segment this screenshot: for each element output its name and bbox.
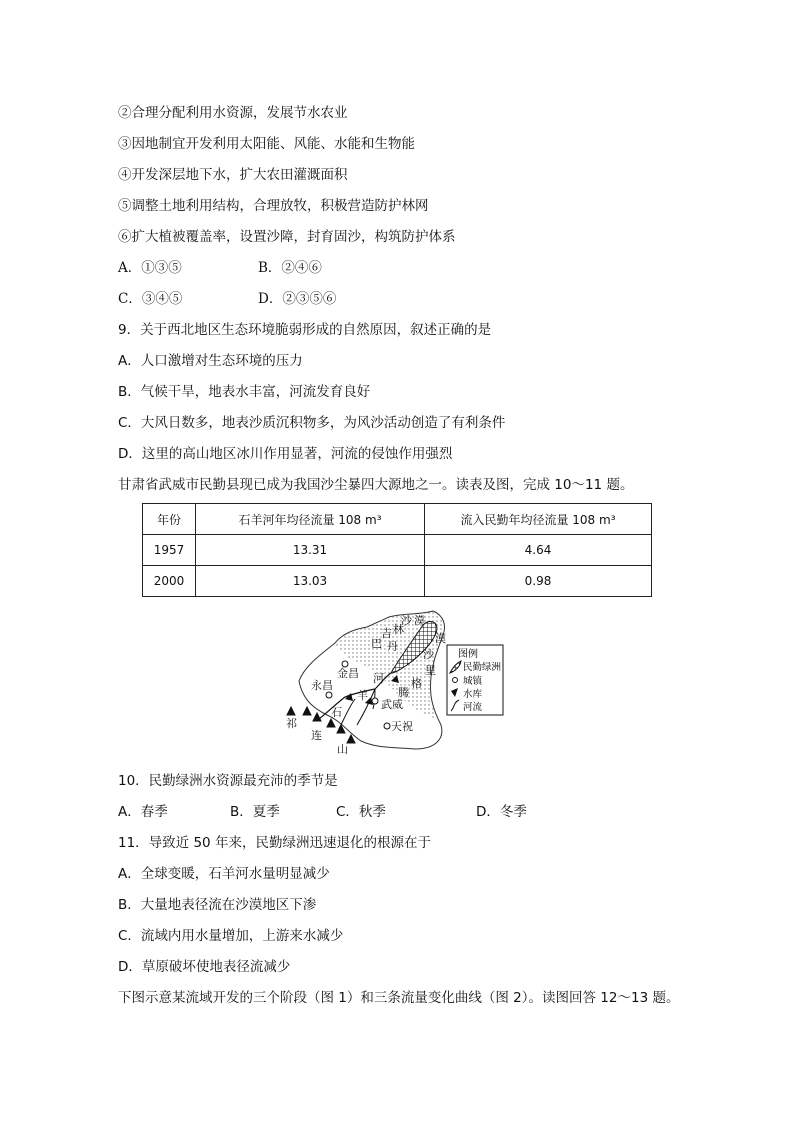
town-icon [372, 698, 378, 704]
label-mo-2: 漠 [435, 632, 446, 645]
label-qi: 祁 [286, 717, 297, 730]
measure-4: ④开发深层地下水，扩大农田灌溉面积 [118, 167, 348, 183]
q9-option-d: D．这里的高山地区冰川作用显著，河流的侵蚀作用强烈 [118, 446, 453, 462]
measure-5: ⑤调整土地利用结构，合理放牧，积极营造防护林网 [118, 198, 429, 214]
q10-option-a: A．春季 [118, 804, 168, 820]
label-sha: 沙 [401, 614, 412, 627]
legend-town: 城镇 [463, 676, 483, 687]
label-yongchang: 永昌 [311, 679, 333, 692]
q8-option-c: C．③④⑤ [118, 291, 183, 307]
intro-12-13: 下图示意某流域开发的三个阶段（图 1）和三条流量变化曲线（图 2）。读图回答 12～13 题。 [118, 990, 680, 1006]
label-wuwei: 武威 [381, 698, 403, 711]
label-badan-lin: 林 [393, 623, 404, 636]
town-legend-icon [453, 678, 458, 683]
label-tengger-li: 里 [425, 664, 436, 677]
label-badan-ji: 吉 [381, 627, 392, 640]
q11-option-a: A．全球变暖，石羊河水量明显减少 [118, 866, 330, 882]
q8-option-b: B．②④⑥ [258, 260, 322, 276]
town-icon [384, 723, 390, 729]
label-shi: 石 [331, 706, 342, 719]
runoff-table [142, 503, 652, 597]
q10-option-d: D．冬季 [476, 804, 527, 820]
measure-3: ③因地制宜开发利用太阳能、风能、水能和生物能 [118, 136, 415, 152]
label-tengger-teng: 腾 [398, 686, 409, 699]
label-sha-2: 沙 [423, 648, 434, 661]
table-header-year: 年份 [143, 504, 196, 535]
table-header-row [143, 504, 652, 535]
table-cell: 0.98 [425, 566, 652, 597]
legend-title: 图例 [458, 649, 478, 660]
table-cell: 13.31 [196, 535, 425, 566]
q11-option-b: B．大量地表径流在沙漠地区下渗 [118, 897, 317, 913]
label-tengger-ge: 格 [411, 677, 422, 690]
minqin-map [283, 607, 509, 759]
table-header-shiyang: 石羊河年均径流量 108 m³ [196, 504, 425, 535]
q11-stem: 11．导致近 50 年来，民勤绿洲迅速退化的根源在于 [118, 835, 431, 851]
map-legend [447, 645, 503, 715]
q9-stem: 9．关于西北地区生态环境脆弱形成的自然原因，叙述正确的是 [118, 322, 492, 338]
measure-6: ⑥扩大植被覆盖率，设置沙障，封育固沙，构筑防护体系 [118, 229, 456, 245]
legend-oasis: 民勤绿洲 [463, 662, 502, 673]
table-header-minqin: 流入民勤年均径流量 108 m³ [425, 504, 652, 535]
intro-10-11: 甘肃省武威市民勤县现已成为我国沙尘暴四大源地之一。读表及图，完成 10～11 题。 [118, 477, 634, 493]
q9-option-a: A．人口激增对生态环境的压力 [118, 353, 303, 369]
q11-option-d: D．草原破坏使地表径流减少 [118, 959, 291, 975]
measure-2: ②合理分配利用水资源，发展节水农业 [118, 105, 348, 121]
table-row [143, 566, 652, 597]
table-cell: 1957 [143, 535, 196, 566]
legend-river: 河流 [463, 702, 483, 713]
label-tianzhu: 天祝 [391, 720, 413, 733]
label-he: 河 [373, 672, 384, 685]
q10-option-b: B．夏季 [230, 804, 280, 820]
table-cell: 4.64 [425, 535, 652, 566]
label-shan: 山 [337, 743, 348, 756]
label-badan-dan: 丹 [387, 640, 398, 653]
q8-option-a: A．①③⑤ [118, 260, 182, 276]
table-cell: 13.03 [196, 566, 425, 597]
label-jinchang: 金昌 [337, 667, 359, 680]
label-mo: 漠 [414, 614, 425, 627]
table-row [143, 535, 652, 566]
q8-option-d: D．②③⑤⑥ [258, 291, 337, 307]
q10-stem: 10．民勤绿洲水资源最充沛的季节是 [118, 773, 338, 789]
legend-reservoir: 水库 [463, 689, 483, 700]
q11-option-c: C．流域内用水量增加，上游来水减少 [118, 928, 344, 944]
table-cell: 2000 [143, 566, 196, 597]
town-icon [326, 692, 332, 698]
label-lian: 连 [311, 729, 322, 742]
label-badan-ba: 巴 [371, 637, 382, 650]
q9-option-b: B．气候干旱，地表水丰富，河流发育良好 [118, 384, 371, 400]
q9-option-c: C．大风日数多，地表沙质沉积物多，为风沙活动创造了有利条件 [118, 415, 506, 431]
label-yang: 羊 [357, 689, 368, 702]
q10-option-c: C．秋季 [336, 804, 386, 820]
